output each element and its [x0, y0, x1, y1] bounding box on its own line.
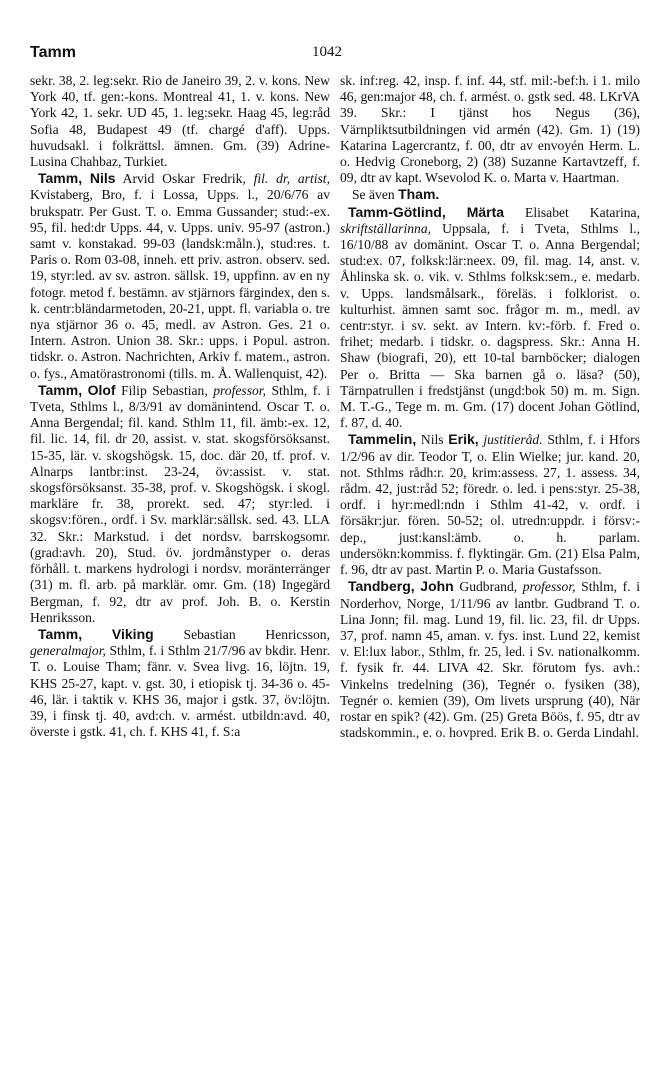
entry-text: sekr. 38, 2. leg:sekr. Rio de Janeiro 39, 2. v. kons. New York 40, tf. gen:-kons. Montreal 41, 1. v. kons. New York 42, 1. sekr. UD 45, 1. leg:sekr. Haag 45, leg:råd Sofia 48, Budapest 49 (tf. chargé d'aff). Upps. huvudsakl. i folkrättsl. ämnen. Gm. (39) Adrine-Lusina Chahbaz, Turkiet.: [30, 73, 330, 170]
entry-tamm-viking: [30, 626, 330, 740]
entry-tammelin-erik: [340, 431, 640, 578]
entry-text: Sthlm, f. i Norderhov, Norge, 1/11/96 av lantbr. Gudbrand T. o. Lina Jonn; fil. mag. Lund 19, fil. lic. 23, fil. dr Upps. 37, prof. namn 45, aman. v. fys. inst. Lund 22, kemist v. El:lux labor., Sthlm, fr. 25, led. i Sv. nationalkomm. f. fysik fr. 44. LIVA 42. Skr. förutom fys. avh.: Vinkelns tredelning (36), Tegnér o. fysiken (38), Tegnér o. kemien (39), Om livets ursprung (40), När rostar en spik? (42). Gm. (25) Greta Böös, f. 95, dtr av stadskommin., e. o. hovpred. Erik B. o. Gerda Lindahl.: [340, 579, 641, 741]
see-also-target: Tham.: [398, 186, 440, 203]
entry-continuation: [30, 73, 330, 170]
entry-text: Kvistaberg, Bro, f. i Lossa, Upps. l., 20/6/76 av brukspatr. Per Gust. T. o. Emma Gussander; stud:-ex. 95, fil. hed:dr Upps. 44, v. Upps. univ. 95-97 (astron.) samt v. konstakad. 99-03 (landsk:måln.), stud:res. t. Paris o. Rom 03-08, inneh. ett priv. astron. observ. sed. 19, styr:led. av sv. astron. sällsk. 19, uppfinn. av en ny fotogr. metod f. bestämn. av stjärnors färgindex, den s. k. centr:bländarmetoden, 20-21, uppt. fl. variabla o. tre nya stjärnor 36 o. 45, medl. av Astron. Ges. 21 o. Intern. Astron. Union 38. Skr.: upps. i Popul. astron. tidskr. o. Astron. Nachrichten, Arkiv f. matem., astron. o. fys., Amatörastronomi (tills. m. Å. Wallenquist, 42).: [30, 187, 330, 381]
entry-callname: Olof: [87, 381, 116, 398]
entry-title: professor,: [522, 579, 576, 595]
entry-callname: Erik,: [448, 431, 479, 448]
entry-title: generalmajor,: [30, 643, 106, 659]
entry-title: justitieråd.: [483, 432, 543, 448]
entry-tamm-olof: [30, 382, 330, 626]
entry-text: Uppsala, f. i Tveta, Sthlms l., 16/10/88 av domänint. Oscar T. o. Anna Bergendal; stud:ex. 07, folksk:lär:neex. 09, fil. mag. 14, anst. v. Åhlinska sk. o. vik. v. Sthlms folksk:sem., e. medarb. v. Upps. landsmålsark., föreläs. i folklorist. o. kulturhist. ämnen samt soc. frågor m. m., medl. av centr:styr. i sv. sekt. av Intern. kv:-förb. f. Fred o. frihet; medarb. i tidskr. o. dagspress. Skr.: Anna H. Shaw (biografi, 20), ett 10-tal barnböcker; dialogen Per o. Britta — Ska barnen gå o. läsa? (50), Tärnpatrullen i fredstjänst (ungd:bok 50) m. m. Sign. M. T.-G., Tege m. m. Gm. (17) docent Johan Götlind, f. 87, d. 40.: [340, 220, 640, 431]
entry-title: professor,: [213, 382, 266, 398]
left-column: [30, 73, 330, 740]
entry-text: sk. inf:reg. 42, insp. f. inf. 44, stf. mil:-bef:h. i 1. milo 46, gen:major 48, ch. f. armést. o. gstk sed. 48. LKrVA 39. Skr.: I tjänst hos Negus (36), Värnpliktsutbildningen vid armén (42). Gm. 1) (19) Katarina Lagercrantz, f. 00, dtr av envoyén Herm. L. o. Hedvig Croneborg, 2) (38) Suzanne Kartavtzeff, f. 09, dtr av kapt. Wsevolod K. o. Marta v. Haartman.: [340, 73, 640, 186]
entry-surname: Tamm-Götlind,: [348, 203, 446, 220]
entry-tamm-nils: [30, 170, 330, 382]
entry-callname: Märta: [466, 203, 505, 220]
entry-given-names: Filip Sebastian,: [121, 382, 208, 398]
entry-tamm-gotlind-marta: [340, 204, 640, 432]
page-number: 1042: [312, 44, 342, 60]
entry-surname: Tamm,: [38, 170, 83, 187]
entry-surname: Tamm,: [38, 381, 83, 398]
entry-given-names: Sebastian Henricsson,: [183, 626, 330, 642]
entry-given-names: Gudbrand,: [459, 579, 518, 595]
entry-given-names: Arvid Oskar Fredrik,: [122, 171, 246, 187]
entry-title: skriftställarinna,: [340, 220, 432, 236]
entry-surname: Tandberg,: [348, 578, 415, 595]
entry-surname: Tamm,: [38, 625, 83, 642]
entry-callname: John: [420, 578, 454, 595]
entry-text: Sthlm, f. i Hfors 1/2/96 av dir. Teodor T, o. Elin Wielke; jur. kand. 20, not. Sthlms rådh:r. 20, krim:assess. 27, 1. assess. 34, rådm. 42, just:råd 52; föredr. o. led. i pens:styr. 25-38, ordf. i hyr:medl:ndn i Sthlm 41-42, v. ordf. i försäkr:jur. fören. 50-52; ol. utredn:uppdr. i försv:-dep., just:kansl:ämb. o. h. parlam. undersökn:kommiss. f. flyktingär. Gm. (21) Elsa Palm, f. 96, dtr av past. Martin P. o. Maria Gustafsson.: [340, 432, 640, 578]
running-head: Tamm: [30, 44, 76, 61]
entry-surname: Tammelin,: [348, 431, 417, 448]
entry-callname: Nils: [89, 170, 116, 187]
cross-reference: [340, 186, 640, 203]
entry-callname: Viking: [111, 625, 154, 642]
entry-given-names: Elisabet Katarina,: [525, 204, 640, 220]
entry-text: Sthlm, f. i Tveta, Sthlms l., 8/3/91 av domänintend. Oscar T. o. Anna Bergendal; fil. kand. Sthlm 11, fil. ämb:-ex. 12, fil. lic. 14, fil. dr 20, assist. v. stat. skogsförsöksanst. 15-35, lär. v. skogshögsk. 15, doc. där 20, tf. prof. v. Alnarps lantbr:inst. 23-24, öv:assist. v. stat. skogsförsöksanst. 35-38, prof. v. Skogshögsk. i skogl. markläre fr. 38, prorekt. sed. 47; styr:led. i skogsv:fören., ordf. i Sv. marklär:sällsk. sed. 43. LLA 32. Skr.: Markstud. i det nordsv. barrskogsomr. (grad:avh. 20), Stud. öv. jordmånstyper o. deras förhåll. t. markens hydrologi i nordsv. moränterränger (31) m. fl. arb. på marklär. omr. Gm. (18) Ingegärd Bergman, f. 92, dtr av prof. Joh. B. o. Kerstin Henriksson.: [30, 382, 330, 625]
entry-given-names: Nils: [420, 432, 444, 448]
entry-tandberg-john: [340, 578, 640, 741]
entry-continuation: [340, 73, 640, 186]
entry-text: Sthlm, f. i Sthlm 21/7/96 av bkdir. Henr. T. o. Louise Tham; fänr. v. Svea livg. 16, löjtn. 19, KHS 25-27, kapt. v. gst. 30, i etiopisk tj. 34-36 o. 45-46, lär. i taktik v. KHS 36, major i gstk. 37, öv:löjtn. 39, i finsk tj. 40, avd:ch. v. armést. utbildn:avd. 40, överste i gstk. 41, ch. f. KHS 41, f. S:a: [30, 643, 330, 740]
right-column: [340, 73, 640, 741]
entry-title: fil. dr, artist,: [253, 171, 330, 187]
see-also-label: Se även: [352, 187, 395, 203]
